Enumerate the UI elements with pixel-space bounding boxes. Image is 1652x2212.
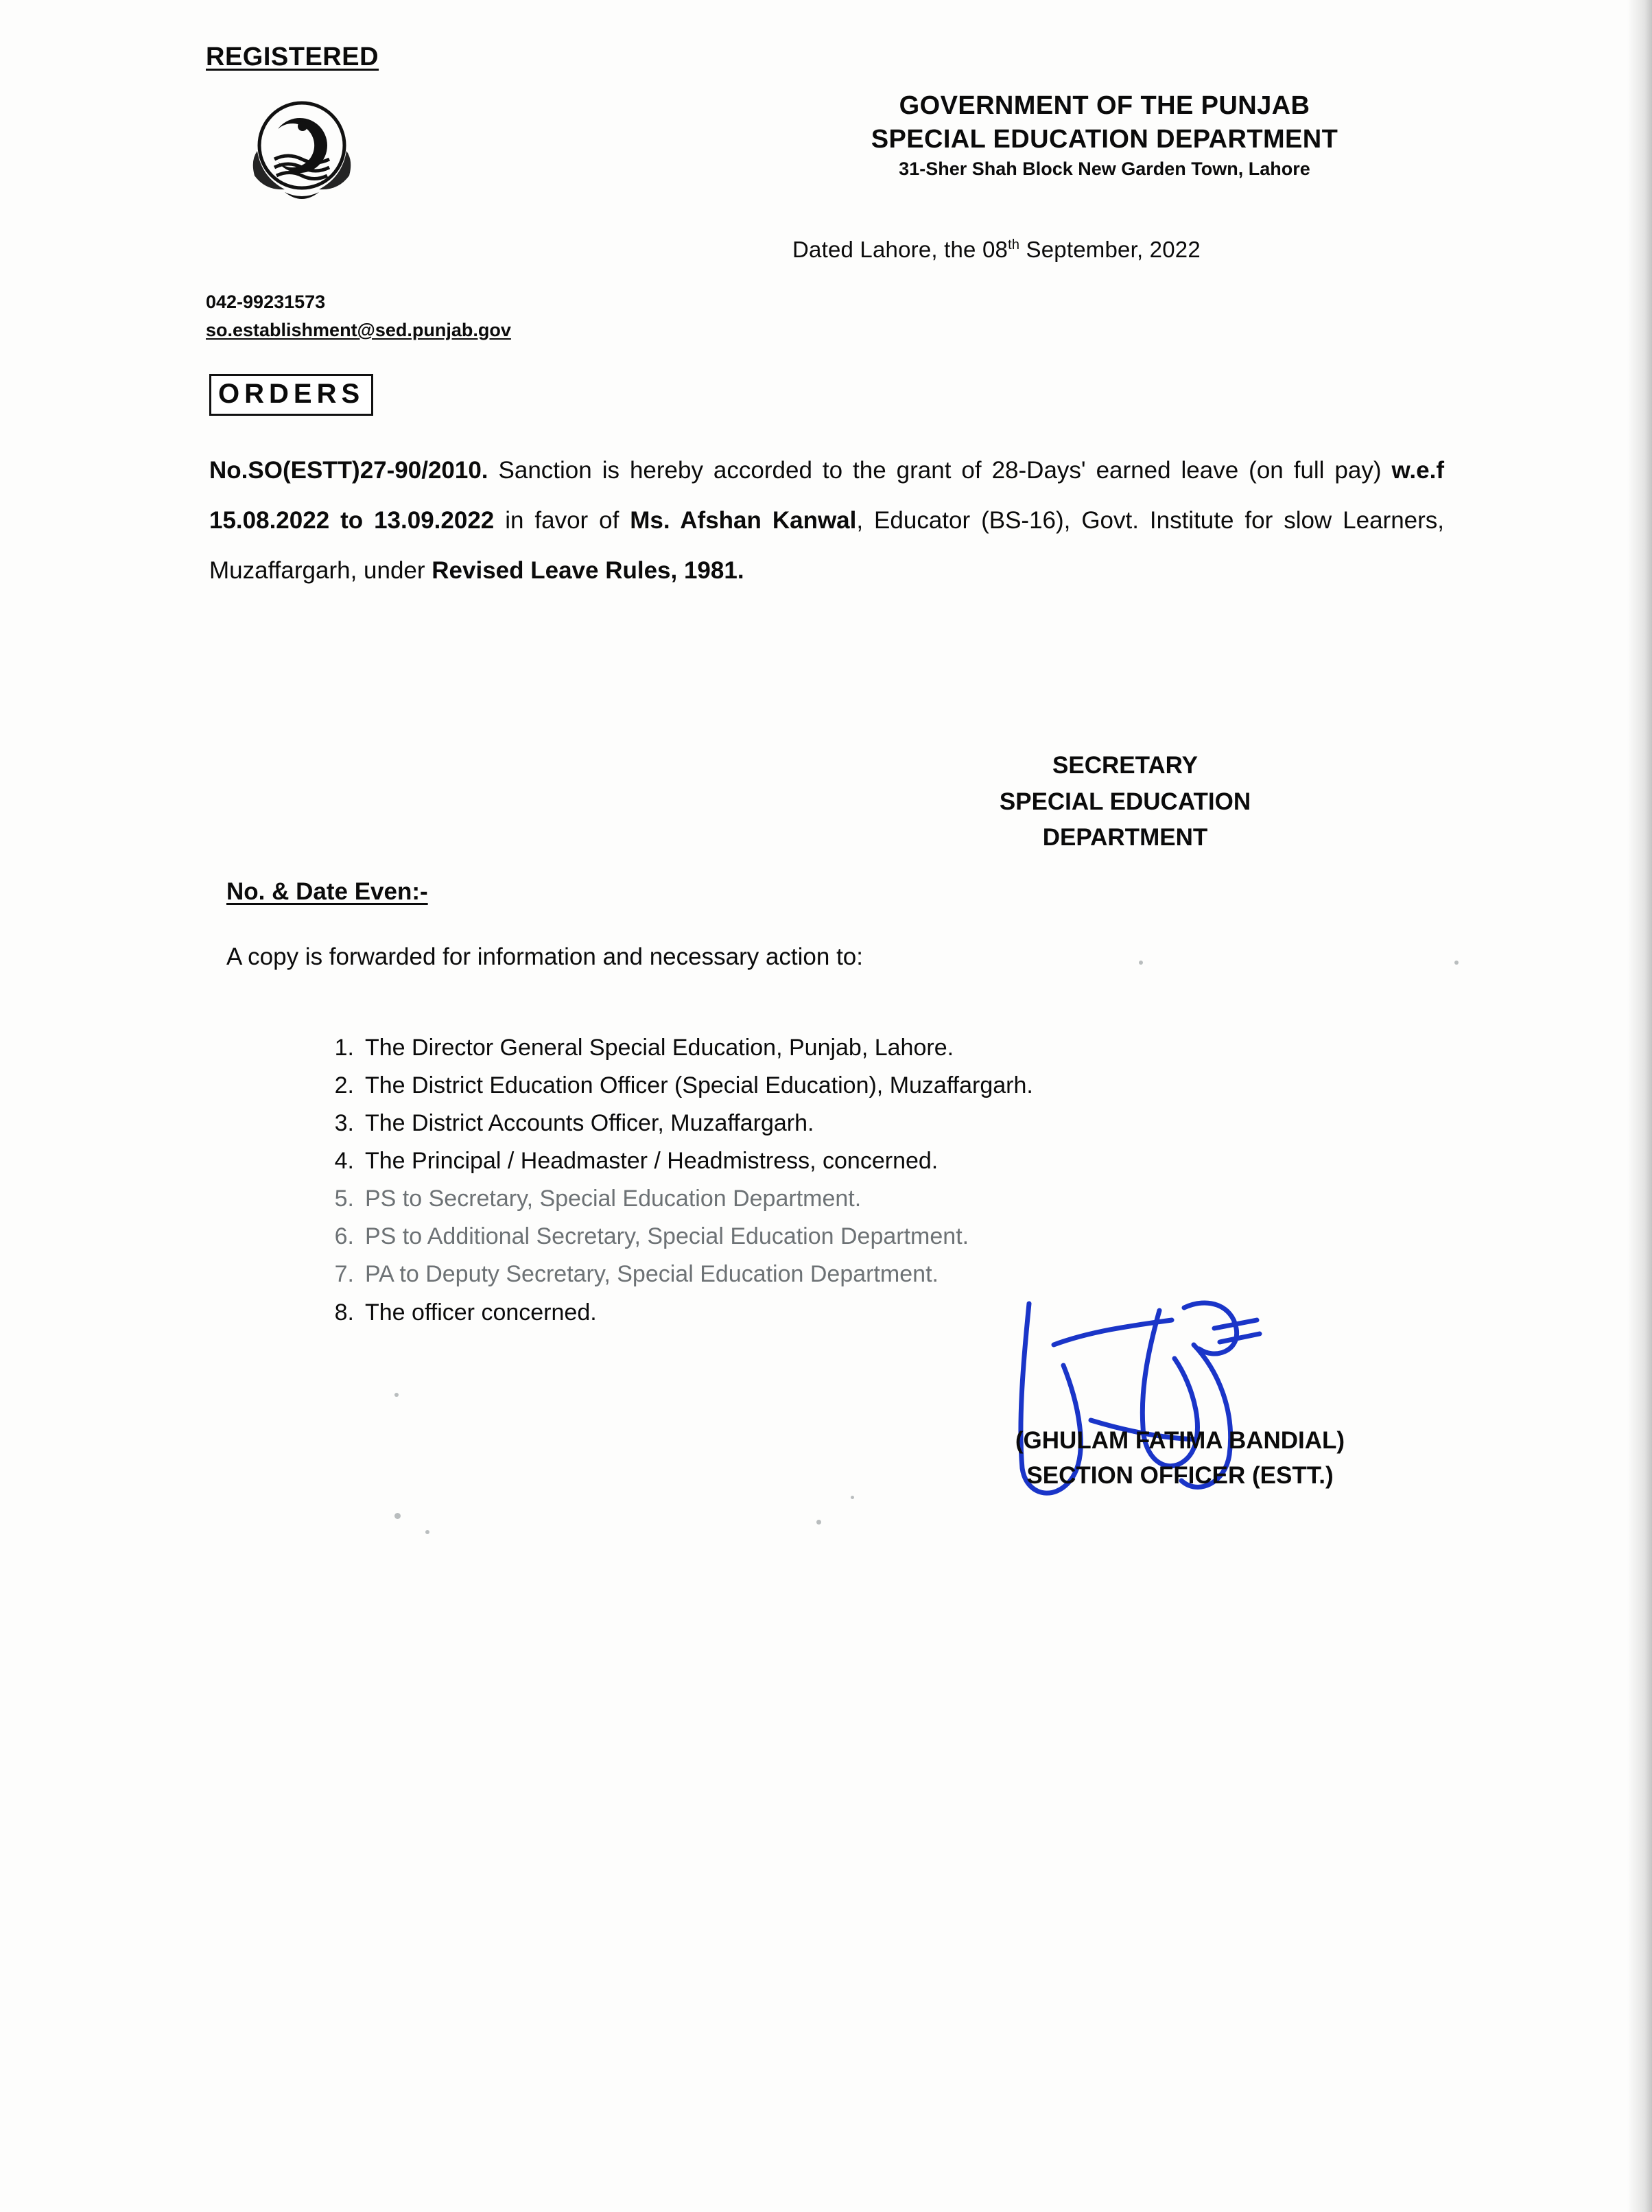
date-prefix: Dated Lahore, the 08	[792, 237, 1008, 262]
list-item-number: 4.	[334, 1148, 354, 1175]
list-item-number: 3.	[334, 1110, 354, 1137]
list-item	[322, 1067, 1454, 1105]
date-suffix: September, 2022	[1019, 237, 1201, 262]
email-address: so.establishment@sed.punjab.gov	[206, 319, 511, 340]
scan-speck	[851, 1496, 854, 1499]
list-item-number: 5.	[334, 1186, 354, 1212]
signer-designation: SECTION OFFICER (ESTT.)	[1026, 1461, 1334, 1489]
list-item-label: The District Accounts Officer, Muzaffargarh.	[365, 1110, 814, 1137]
authority-line-1: SECRETARY	[1052, 752, 1198, 779]
signer-name: (GHULAM FATIMA BANDIAL)	[1015, 1427, 1345, 1454]
registered-stamp-label: REGISTERED	[206, 43, 379, 71]
body-sentence-part-1: Sanction is hereby accorded to the grant of 28-Days' earned leave (on full pay)	[488, 457, 1392, 484]
page-edge-shadow	[1627, 0, 1652, 2212]
document-date	[792, 237, 1201, 263]
scan-speck	[425, 1530, 429, 1534]
officer-name: Ms. Afshan Kanwal	[630, 506, 857, 534]
department-address: 31-Sher Shah Block New Garden Town, Lahore	[899, 158, 1310, 180]
wef-label: w.e.f	[1391, 457, 1444, 484]
endorsement-intro: A copy is forwarded for information and necessary action to:	[226, 943, 863, 970]
list-item	[322, 1142, 1454, 1180]
signer-block	[919, 1424, 1441, 1494]
scan-speck	[816, 1520, 821, 1525]
authority-line-2: SPECIAL EDUCATION	[999, 788, 1251, 815]
list-item	[322, 1105, 1454, 1142]
body-sentence-part-2: in favor of	[494, 506, 630, 534]
scan-speck	[394, 1393, 399, 1397]
list-item-number: 1.	[334, 1035, 354, 1061]
reference-number: No.SO(ESTT)27-90/2010.	[209, 457, 488, 484]
body-sentence-part-3: , Educator (BS-16), Govt. Institute for slow Learners, Muzaffargarh, under	[209, 506, 1445, 584]
list-item-label: PA to Deputy Secretary, Special Education Department.	[365, 1261, 939, 1288]
endorsement-heading: No. & Date Even:-	[226, 878, 428, 905]
list-item-label: The officer concerned.	[365, 1299, 597, 1326]
date-superscript: th	[1008, 237, 1020, 252]
scan-speck	[1139, 961, 1143, 965]
punjab-government-emblem-icon	[237, 96, 367, 209]
list-item	[322, 1029, 1454, 1067]
list-item-number: 8.	[334, 1299, 354, 1326]
leave-date-from: 15.08.2022	[209, 506, 330, 534]
to-label: to	[329, 506, 375, 534]
scan-speck	[394, 1513, 401, 1519]
government-line-1: GOVERNMENT OF THE PUNJAB	[899, 91, 1310, 120]
list-item-number: 7.	[334, 1261, 354, 1288]
issuing-authority	[885, 748, 1365, 856]
government-line-2: SPECIAL EDUCATION DEPARTMENT	[871, 124, 1338, 154]
list-item-label: The District Education Officer (Special Education), Muzaffargarh.	[365, 1072, 1033, 1099]
list-item-label: PS to Additional Secretary, Special Education Department.	[365, 1223, 969, 1250]
contact-block	[206, 288, 511, 344]
government-heading	[741, 89, 1468, 180]
phone-number: 042-99231573	[206, 292, 326, 312]
authority-line-3: DEPARTMENT	[1042, 824, 1208, 851]
recipient-list	[322, 1029, 1454, 1332]
list-item	[322, 1218, 1454, 1256]
list-item	[322, 1294, 1454, 1332]
list-item	[322, 1256, 1454, 1293]
page-title: ORDERS	[209, 374, 373, 416]
list-item-number: 6.	[334, 1223, 354, 1250]
list-item-label: The Director General Special Education, Punjab, Lahore.	[365, 1035, 954, 1061]
scan-speck	[1454, 961, 1459, 965]
list-item	[322, 1180, 1454, 1218]
list-item-number: 2.	[334, 1072, 354, 1099]
list-item-label: The Principal / Headmaster / Headmistress, concerned.	[365, 1148, 939, 1175]
leave-date-to: 13.09.2022	[374, 506, 495, 534]
order-body	[209, 446, 1444, 596]
leave-rules: Revised Leave Rules, 1981.	[432, 556, 744, 584]
list-item-label: PS to Secretary, Special Education Department.	[365, 1186, 862, 1212]
